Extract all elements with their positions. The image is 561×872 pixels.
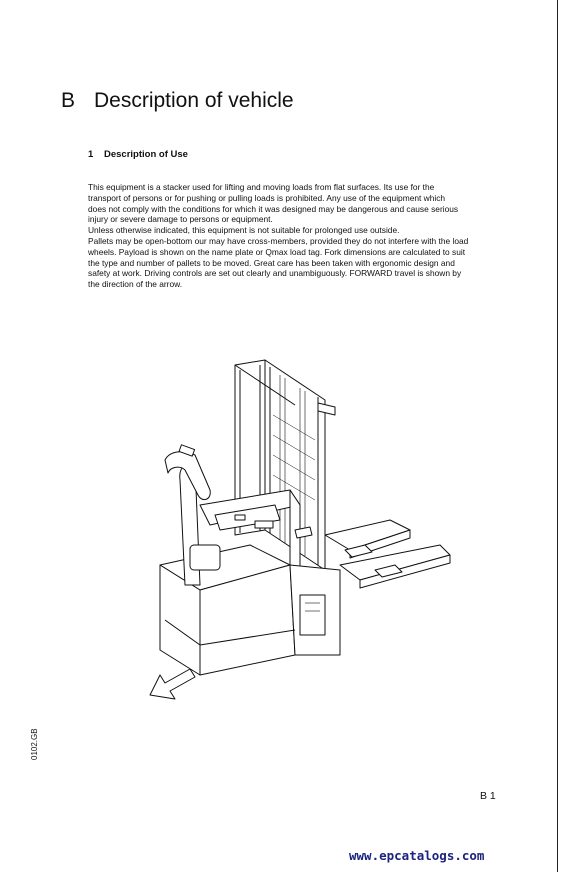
mast [235,360,335,570]
body-line: Pallets may be open-bottom our may have cross-members, provided they do not interfere with the load [88,235,469,246]
section-number: 1 [88,149,94,160]
body-line: the direction of the arrow. [88,279,183,290]
chapter-letter: B [61,89,76,112]
chapter-title: Description of vehicle [94,89,294,112]
body-line: safety at work. Driving controls are set out clearly and unambiguously. FORWARD travel is shown by [88,268,462,279]
description-body [88,182,498,290]
forward-arrow [150,669,195,699]
document-code: 0102.GB [30,728,39,760]
body-line: wheels. Payload is shown on the name plate or Qmax load tag. Fork dimensions are calculated to suit [88,246,466,257]
body-line: Unless otherwise indicated, this equipment is not suitable for prolonged use outside. [88,225,400,236]
body-line: transport of persons or for pushing or pulling loads is prohibited. Any use of the equipment which [88,192,446,203]
watermark-link[interactable]: www.epcatalogs.com [349,848,485,863]
section-title: Description of Use [104,149,188,160]
body-line: the type and number of pallets to be moved. Great care has been taken with ergonomic design and [88,257,455,268]
stacker-illustration [140,355,470,705]
page-edge-line [557,0,558,872]
forks [325,520,450,588]
body-line: does not comply with the conditions for which it was designed may be dangerous and cause serious [88,203,459,214]
body-line: This equipment is a stacker used for lifting and moving loads from flat surfaces. Its use for the [88,182,435,192]
body-line: injury or severe damage to persons or equipment. [88,214,273,225]
page-number: B 1 [480,790,496,802]
